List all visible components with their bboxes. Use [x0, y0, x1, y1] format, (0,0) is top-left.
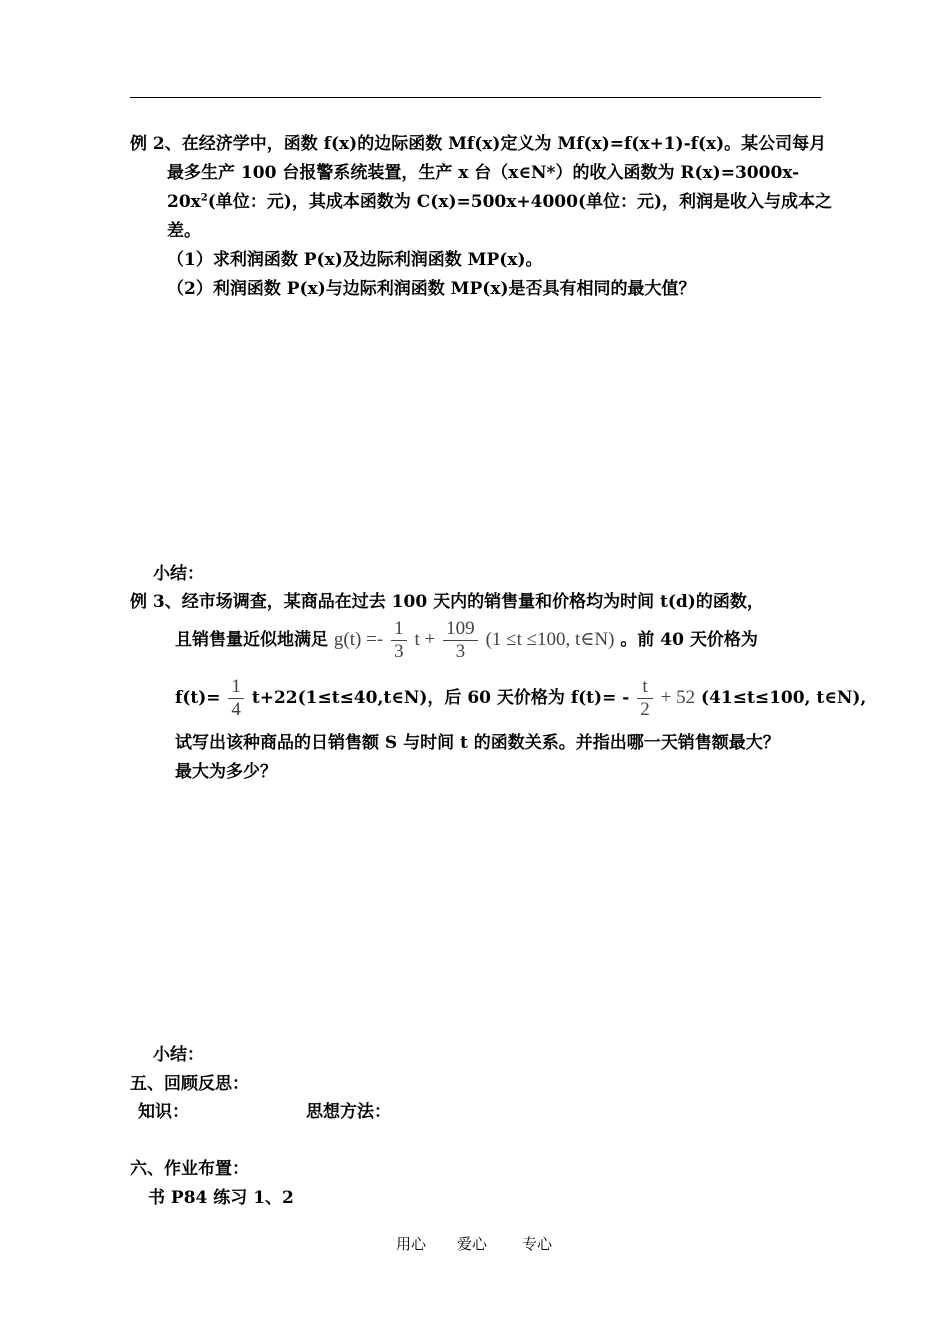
example2-line2: 最多生产 100 台报警系统装置，生产 x 台（x∈N*）的收入函数为 R(x)=3000x-	[167, 163, 800, 183]
summary-label-1: 小结：	[153, 564, 204, 584]
example2-line3: $20x^2$(单位：元)，其成本函数为 C(x)=500x+4000(单位：元)，利润是收入与成本之	[167, 192, 833, 212]
example3-line3: f(t)= $\frac{1}{4}$ t+22(1≤t≤40,t∈N)，后 60 天价格为 f(t)= - $\frac{t}{2}$ + 52 (41≤t≤100, t∈N),	[175, 676, 867, 720]
section5-method: 思想方法：	[306, 1102, 391, 1122]
example3-line2: 且销售量近似地满足 g(t) =- $\frac{1}{3}$ t + $\frac{109}{3}$ (1 ≤t ≤100, t∈N) 。前 40 天价格为	[175, 618, 758, 662]
summary-label-2: 小结：	[153, 1045, 204, 1065]
section5-knowledge: 知识：	[138, 1102, 189, 1122]
fraction-109-thirds: $\frac{109}{3}$	[443, 618, 478, 663]
footer-text-2: 爱心	[457, 1235, 488, 1253]
fraction-one-fourth: $\frac{1}{4}$	[228, 676, 244, 721]
footer-text-3: 专心	[522, 1235, 553, 1253]
footer-text-1: 用心	[396, 1235, 427, 1253]
section6-title: 六、作业布置：	[130, 1159, 249, 1179]
example3-line5: 最大为多少？	[175, 762, 277, 782]
example2-line4: 差。	[167, 221, 201, 241]
example3-line4: 试写出该种商品的日销售额 S 与时间 t 的函数关系。并指出哪一天销售额最大？	[175, 733, 780, 753]
section6-homework: 书 P84 练习 1、2	[148, 1188, 294, 1208]
example3-line1: 例 3、经市场调查，某商品在过去 100 天内的销售量和价格均为时间 t(d)的函数，	[130, 592, 764, 612]
fraction-t-half: $\frac{t}{2}$	[637, 676, 653, 721]
section5-title: 五、回顾反思：	[130, 1074, 249, 1094]
header-rule	[130, 97, 821, 98]
fraction-one-third: $\frac{1}{3}$	[391, 618, 407, 663]
example2-question1: （1）求利润函数 P(x)及边际利润函数 MP(x)。	[167, 250, 543, 270]
g-function-lhs: g(t) =-	[333, 629, 384, 650]
example2-question2: （2）利润函数 P(x)与边际利润函数 MP(x)是否具有相同的最大值？	[167, 279, 696, 299]
example2-line1: 例 2、在经济学中，函数 f(x)的边际函数 Mf(x)定义为 Mf(x)=f(x+1)-f(x)。某公司每月	[130, 134, 827, 154]
